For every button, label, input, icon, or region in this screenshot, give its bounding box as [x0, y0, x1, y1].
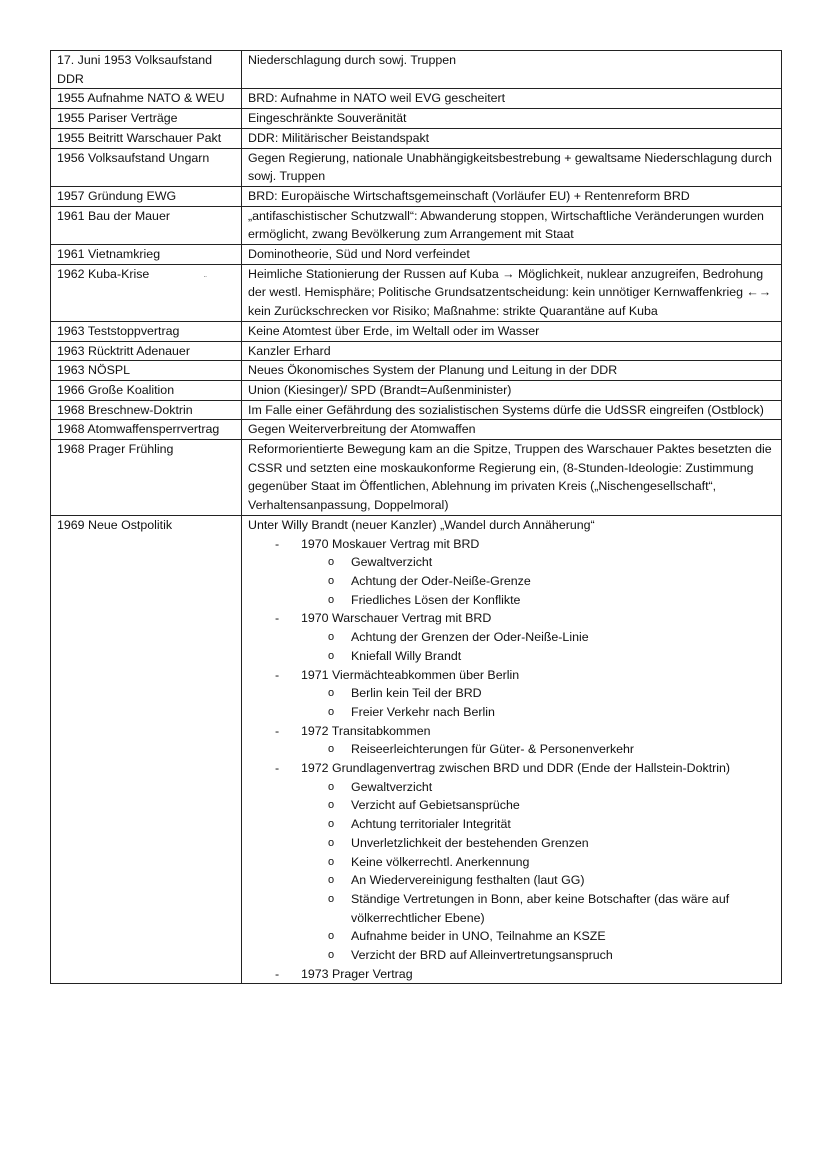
treaty-detail-text: Gewaltverzicht [351, 779, 433, 794]
circle-bullet: o [328, 930, 335, 943]
event-description-cell: BRD: Europäische Wirtschaftsgemeinschaft (Vorläufer EU) + Rentenreform BRD [242, 186, 782, 206]
treaty-detail-text: An Wiedervereinigung festhalten (laut GG) [351, 873, 585, 888]
event-description-cell: DDR: Militärischer Beistandspakt [242, 128, 782, 148]
event-description-cell: Dominotheorie, Süd und Nord verfeindet [242, 245, 782, 265]
circle-bullet: o [328, 799, 335, 812]
event-date-cell: 1966 Große Koalition [51, 380, 242, 400]
event-date-cell: 1968 Prager Frühling [51, 440, 242, 516]
event-description-cell: BRD: Aufnahme in NATO weil EVG gescheitert [242, 89, 782, 109]
treaty-detail [248, 591, 775, 610]
treaty-detail-text: Keine völkerrechtl. Anerkennung [351, 854, 530, 869]
table-row [51, 264, 782, 321]
treaty-detail-text: Verzicht der BRD auf Alleinvertretungsanspruch [351, 948, 613, 963]
table-row [51, 89, 782, 109]
treaty-detail [248, 778, 775, 797]
circle-bullet: o [328, 593, 335, 606]
circle-bullet: o [328, 818, 335, 831]
treaty-detail [248, 853, 775, 872]
event-date-cell: 1968 Breschnew-Doktrin [51, 400, 242, 420]
event-date-cell: 1955 Pariser Verträge [51, 109, 242, 129]
treaty-detail [248, 628, 775, 647]
table-row-ostpolitik [51, 515, 782, 984]
treaty-title: 1971 Viermächteabkommen über Berlin [301, 667, 520, 682]
treaty-detail-text: Achtung der Oder-Neiße-Grenze [351, 573, 531, 588]
circle-bullet: o [328, 705, 335, 718]
circle-bullet: o [328, 574, 335, 587]
treaty-detail-text: Kniefall Willy Brandt [351, 648, 462, 663]
event-date-cell: 1963 Teststoppvertrag [51, 321, 242, 341]
event-date-cell: 1955 Aufnahme NATO & WEU [51, 89, 242, 109]
treaty-detail [248, 703, 775, 722]
circle-bullet: o [328, 743, 335, 756]
table-row [51, 420, 782, 440]
dash-marker: - [275, 761, 280, 776]
treaty-detail-text: Aufnahme beider in UNO, Teilnahme an KSZE [351, 929, 606, 944]
dash-marker: - [275, 667, 280, 682]
table-row [51, 206, 782, 244]
table-row [51, 186, 782, 206]
treaty-detail-text: Friedliches Lösen der Konflikte [351, 592, 521, 607]
event-description-cell: Kanzler Erhard [242, 341, 782, 361]
table-row [51, 109, 782, 129]
treaty-detail-text: Achtung der Grenzen der Oder-Neiße-Linie [351, 630, 589, 645]
treaty-detail [248, 890, 775, 927]
circle-bullet: o [328, 949, 335, 962]
circle-bullet: o [328, 836, 335, 849]
circle-bullet: o [328, 855, 335, 868]
table-row [51, 321, 782, 341]
event-date-cell: 1968 Atomwaffensperrvertrag [51, 420, 242, 440]
event-date-cell: 1963 Rücktritt Adenauer [51, 341, 242, 361]
table-row [51, 361, 782, 381]
treaty-detail [248, 684, 775, 703]
table-row [51, 400, 782, 420]
event-description-cell: Union (Kiesinger)/ SPD (Brandt=Außenminister) [242, 380, 782, 400]
treaty-detail [248, 647, 775, 666]
ostpolitik-intro: Unter Willy Brandt (neuer Kanzler) „Wandel durch Annäherung“ [248, 517, 595, 532]
event-date-cell: 17. Juni 1953 Volksaufstand DDR [51, 51, 242, 89]
dash-marker: - [275, 966, 280, 981]
treaty-detail [248, 740, 775, 759]
treaty-detail [248, 815, 775, 834]
treaty-title: 1973 Prager Vertrag [301, 966, 413, 981]
event-description-cell: Heimliche Stationierung der Russen auf Kuba → Möglichkeit, nuklear anzugreifen, Bedrohung der westl. Hemisphäre; Politische Grundsatzentscheidung: kein unnötiger Kernwaffenkrieg ←→ kein Zurückschrecken vor Risiko; Maßnahme: strikte Quarantäne auf Kuba [242, 264, 782, 321]
treaty-detail-text: Reiseerleichterungen für Güter- & Personenverkehr [351, 742, 635, 757]
event-description-cell: „antifaschistischer Schutzwall“: Abwanderung stoppen, Wirtschaftliche Veränderungen wurden ermöglicht, zwang Bevölkerung zum Arrangement mit Staat [242, 206, 782, 244]
event-date-cell: 1957 Gründung EWG [51, 186, 242, 206]
event-description-cell: Im Falle einer Gefährdung des sozialistischen Systems dürfe die UdSSR eingreifen (Ostblock) [242, 400, 782, 420]
event-date-cell: 1961 Vietnamkrieg [51, 245, 242, 265]
table-row [51, 380, 782, 400]
treaty-item [248, 722, 775, 741]
stray-mark: ¨ [204, 275, 207, 284]
treaty-detail [248, 572, 775, 591]
circle-bullet: o [328, 687, 335, 700]
circle-bullet: o [328, 556, 335, 569]
event-description-cell: Keine Atomtest über Erde, im Weltall oder im Wasser [242, 321, 782, 341]
treaty-detail-text: Gewaltverzicht [351, 555, 433, 570]
treaty-detail [248, 946, 775, 965]
timeline-body [51, 51, 782, 984]
table-row [51, 148, 782, 186]
treaty-item [248, 666, 775, 685]
table-row [51, 128, 782, 148]
treaty-item [248, 759, 775, 778]
event-date-cell: 1955 Beitritt Warschauer Pakt [51, 128, 242, 148]
circle-bullet: o [328, 892, 335, 905]
event-date-cell: 1969 Neue Ostpolitik [51, 515, 242, 984]
dash-marker: - [275, 723, 280, 738]
treaty-detail [248, 834, 775, 853]
treaty-detail-text: Ständige Vertretungen in Bonn, aber keine Botschafter (das wäre auf völkerrechtlicher Ebene) [351, 891, 730, 925]
treaty-detail [248, 871, 775, 890]
event-date-cell: 1962 Kuba-Krise [51, 264, 242, 321]
treaty-title: 1970 Warschauer Vertrag mit BRD [301, 611, 492, 626]
table-row [51, 341, 782, 361]
dash-marker: - [275, 611, 280, 626]
treaty-item [248, 965, 775, 984]
table-row [51, 51, 782, 89]
event-date-cell: 1963 NÖSPL [51, 361, 242, 381]
history-timeline-table [50, 50, 782, 984]
event-description-cell: Eingeschränkte Souveränität [242, 109, 782, 129]
treaty-detail [248, 796, 775, 815]
event-date-cell: 1961 Bau der Mauer [51, 206, 242, 244]
treaty-item [248, 535, 775, 554]
treaty-detail-text: Freier Verkehr nach Berlin [351, 704, 495, 719]
circle-bullet: o [328, 631, 335, 644]
circle-bullet: o [328, 649, 335, 662]
treaty-title: 1970 Moskauer Vertrag mit BRD [301, 536, 480, 551]
treaty-title: 1972 Transitabkommen [301, 723, 431, 738]
treaty-detail [248, 553, 775, 572]
table-row [51, 440, 782, 516]
treaty-title: 1972 Grundlagenvertrag zwischen BRD und DDR (Ende der Hallstein-Doktrin) [301, 761, 731, 776]
treaty-detail [248, 927, 775, 946]
event-description-cell: Gegen Weiterverbreitung der Atomwaffen [242, 420, 782, 440]
circle-bullet: o [328, 874, 335, 887]
event-description-cell: Neues Ökonomisches System der Planung und Leitung in der DDR [242, 361, 782, 381]
circle-bullet: o [328, 780, 335, 793]
event-description-cell: Niederschlagung durch sowj. Truppen [242, 51, 782, 89]
event-date-cell: 1956 Volksaufstand Ungarn [51, 148, 242, 186]
treaty-item [248, 609, 775, 628]
table-row [51, 245, 782, 265]
ostpolitik-description-cell [242, 515, 782, 984]
event-description-cell: Reformorientierte Bewegung kam an die Spitze, Truppen des Warschauer Paktes besetzten die CSSR und setzten eine moskaukonforme Regierung ein, (8-Stunden-Ideologie: Zustimmung gegenüber Staat im Öffentlichen, Ablehnung im privaten Kreis („Nischengesellschaft“, Verhaltensanpassung, Doppelmoral) [242, 440, 782, 516]
treaty-detail-text: Unverletzlichkeit der bestehenden Grenzen [351, 835, 589, 850]
treaty-detail-text: Berlin kein Teil der BRD [351, 686, 482, 701]
event-description-cell: Gegen Regierung, nationale Unabhängigkeitsbestrebung + gewaltsame Niederschlagung durch sowj. Truppen [242, 148, 782, 186]
treaty-detail-text: Verzicht auf Gebietsansprüche [351, 798, 520, 813]
treaty-detail-text: Achtung territorialer Integrität [351, 817, 511, 832]
dash-marker: - [275, 536, 280, 551]
